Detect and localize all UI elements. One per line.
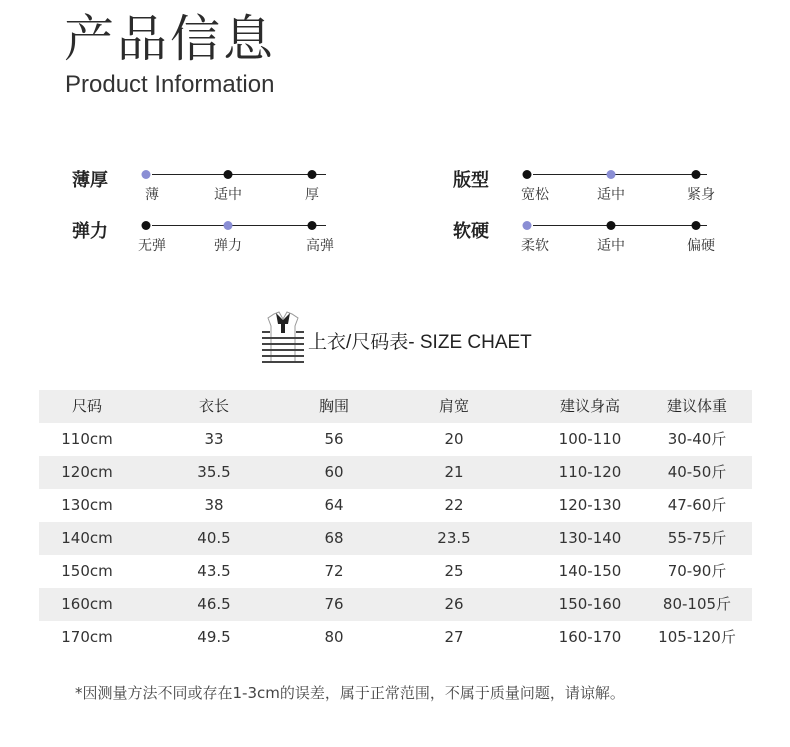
scale-line <box>533 174 707 175</box>
table-header-row <box>39 390 752 423</box>
table-cell: 140cm <box>61 529 113 547</box>
table-row <box>39 621 752 654</box>
attribute-fit <box>453 166 753 206</box>
attribute-name: 软硬 <box>453 221 489 242</box>
table-cell: 160-170 <box>558 628 622 646</box>
table-cell: 46.5 <box>197 595 231 613</box>
table-cell: 120cm <box>61 463 113 481</box>
scale-line <box>533 225 707 226</box>
striped-shirt-icon <box>262 310 304 366</box>
table-cell: 40-50斤 <box>667 463 727 481</box>
table-cell: 130-140 <box>558 529 622 547</box>
attribute-elasticity <box>72 217 372 257</box>
table-cell: 80-105斤 <box>662 595 732 613</box>
table-cell: 30-40斤 <box>667 430 727 448</box>
table-row <box>39 456 752 489</box>
table-cell: 56 <box>324 430 344 448</box>
scale-dot-1 <box>523 221 532 230</box>
attribute-scale <box>521 217 715 257</box>
table-cell: 43.5 <box>197 562 231 580</box>
size-chart-title <box>262 310 562 366</box>
table-cell: 47-60斤 <box>667 496 727 514</box>
scale-dot-1 <box>523 170 532 179</box>
scale-dot-2 <box>224 221 233 230</box>
table-row <box>39 522 752 555</box>
scale-dot-3 <box>308 221 317 230</box>
table-cell: 72 <box>324 562 344 580</box>
table-row <box>39 555 752 588</box>
size-table <box>39 390 752 654</box>
scale-label-2: 适中 <box>597 238 625 254</box>
table-cell: 22 <box>444 496 464 514</box>
table-cell: 25 <box>444 562 464 580</box>
scale-label-1: 宽松 <box>521 187 549 203</box>
measurement-note: *因测量方法不同或存在1-3cm的误差，属于正常范围，不属于质量问题，请谅解。 <box>75 684 625 702</box>
scale-label-2: 适中 <box>597 187 625 203</box>
table-cell: 150cm <box>61 562 113 580</box>
table-row <box>39 588 752 621</box>
table-cell: 160cm <box>61 595 113 613</box>
table-cell: 150-160 <box>558 595 622 613</box>
table-cell: 105-120斤 <box>658 628 736 646</box>
table-cell: 21 <box>444 463 464 481</box>
column-header-length: 衣长 <box>198 397 230 415</box>
scale-label-3: 紧身 <box>687 187 715 203</box>
table-cell: 170cm <box>61 628 113 646</box>
column-header-chest: 胸围 <box>318 397 350 415</box>
attribute-scale <box>521 166 715 206</box>
attribute-scale <box>144 166 334 206</box>
table-cell: 35.5 <box>197 463 231 481</box>
table-row <box>39 423 752 456</box>
table-cell: 40.5 <box>197 529 231 547</box>
attribute-name: 薄厚 <box>72 170 108 191</box>
attribute-scale <box>138 217 334 257</box>
table-cell: 55-75斤 <box>667 529 727 547</box>
table-cell: 20 <box>444 430 464 448</box>
table-cell: 100-110 <box>558 430 622 448</box>
scale-dot-1 <box>142 170 151 179</box>
attribute-softness <box>453 217 753 257</box>
scale-label-3: 厚 <box>305 187 319 203</box>
table-cell: 49.5 <box>197 628 231 646</box>
scale-line <box>152 174 326 175</box>
table-cell: 26 <box>444 595 464 613</box>
page-title-en: Product Information <box>65 71 275 98</box>
scale-label-1: 无弹 <box>138 238 166 254</box>
scale-dot-2 <box>607 221 616 230</box>
table-cell: 110cm <box>61 430 113 448</box>
table-cell: 130cm <box>61 496 113 514</box>
size-chart-title-text: 上衣/尺码表- SIZE CHAET <box>308 332 532 353</box>
column-header-height: 建议身高 <box>559 397 621 415</box>
table-cell: 23.5 <box>437 529 471 547</box>
table-cell: 140-150 <box>558 562 622 580</box>
scale-label-3: 高弹 <box>306 238 334 254</box>
scale-label-1: 薄 <box>145 187 159 203</box>
scale-dot-3 <box>308 170 317 179</box>
scale-line <box>152 225 326 226</box>
scale-label-1: 柔软 <box>521 238 549 254</box>
column-header-shoulder: 肩宽 <box>438 397 470 415</box>
table-cell: 64 <box>324 496 344 514</box>
scale-dot-3 <box>692 221 701 230</box>
column-header-size: 尺码 <box>71 397 103 415</box>
table-cell: 80 <box>324 628 344 646</box>
table-cell: 33 <box>204 430 224 448</box>
scale-label-3: 偏硬 <box>687 238 715 254</box>
table-cell: 27 <box>444 628 464 646</box>
table-cell: 38 <box>204 496 224 514</box>
table-cell: 60 <box>324 463 344 481</box>
scale-dot-2 <box>607 170 616 179</box>
scale-dot-3 <box>692 170 701 179</box>
table-cell: 70-90斤 <box>667 562 727 580</box>
attribute-name: 版型 <box>453 170 489 191</box>
attribute-name: 弹力 <box>72 221 108 242</box>
attribute-thickness <box>72 166 372 206</box>
table-cell: 76 <box>324 595 344 613</box>
scale-label-2: 适中 <box>214 187 242 203</box>
table-row <box>39 489 752 522</box>
scale-dot-2 <box>224 170 233 179</box>
table-cell: 68 <box>324 529 344 547</box>
page-title-zh: 产品信息 <box>64 10 276 68</box>
table-cell: 110-120 <box>558 463 622 481</box>
column-header-weight: 建议体重 <box>666 397 728 415</box>
table-cell: 120-130 <box>558 496 622 514</box>
scale-dot-1 <box>142 221 151 230</box>
scale-label-2: 弹力 <box>214 238 242 254</box>
